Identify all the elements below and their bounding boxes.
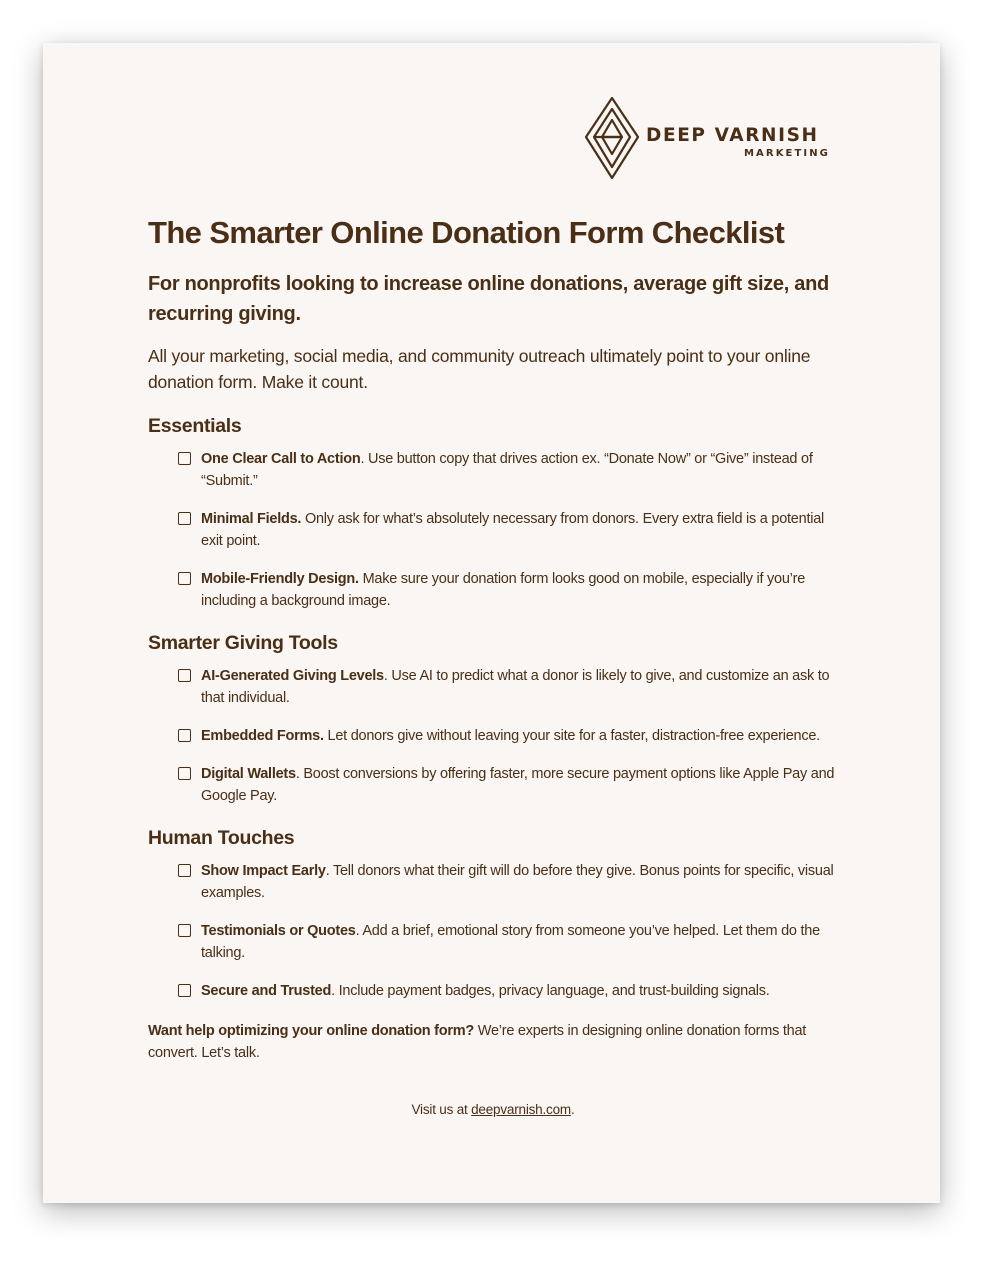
brand-name: DEEP VARNISH — [646, 125, 819, 146]
cta-text: We’re experts in designing online donation forms that convert. Let’s talk. — [148, 1023, 807, 1061]
checkbox[interactable] — [178, 452, 191, 465]
item-text: Let donors give without leaving your site for a faster, distraction-free experience. — [323, 728, 820, 744]
checklist-item — [178, 980, 838, 1002]
footer-prefix: Visit us at — [411, 1102, 472, 1117]
footer-suffix: . — [570, 1102, 575, 1117]
checklist-item — [178, 448, 838, 492]
item-title: Digital Wallets — [201, 766, 296, 782]
checkbox[interactable] — [178, 864, 191, 877]
brand-logo — [584, 96, 834, 180]
checkbox[interactable] — [178, 729, 191, 742]
item-text: . Add a brief, emotional story from someone you’ve helped. Let them do the talking. — [201, 923, 820, 961]
checklist-item — [178, 508, 838, 552]
intro-paragraph: All your marketing, social media, and community outreach ultimately point to your online donation form. Make it count. — [148, 346, 811, 392]
checklist-item — [178, 725, 838, 747]
footer-visit — [148, 1100, 838, 1120]
item-title: Embedded Forms. — [201, 728, 324, 744]
checklist-essentials — [148, 448, 838, 612]
section-heading-smarter-giving-tools: Smarter Giving Tools — [148, 632, 338, 654]
item-text: . Include payment badges, privacy language, and trust-building signals. — [331, 983, 770, 999]
checkbox[interactable] — [178, 984, 191, 997]
deep-varnish-logo-icon — [584, 96, 640, 180]
brand-tagline: MARKETING — [744, 148, 830, 159]
checkbox[interactable] — [178, 512, 191, 525]
item-text: . Use button copy that drives action ex. “Donate Now” or “Give” instead of “Submit.” — [201, 451, 813, 489]
item-title: Minimal Fields. — [201, 511, 302, 527]
checkbox[interactable] — [178, 767, 191, 780]
document-page — [43, 43, 940, 1203]
checklist-item — [178, 860, 838, 904]
document-title: The Smarter Online Donation Form Checklist — [148, 215, 785, 250]
cta-question: Want help optimizing your online donation form? — [148, 1023, 475, 1039]
document-content — [148, 213, 838, 1120]
item-text: . Tell donors what their gift will do before they give. Bonus points for specific, visual examples. — [201, 863, 834, 901]
item-title: Testimonials or Quotes — [201, 923, 356, 939]
checklist-human-touches — [148, 860, 838, 1002]
checklist-item — [178, 763, 838, 807]
section-heading-human-touches: Human Touches — [148, 827, 295, 849]
item-title: Show Impact Early — [201, 863, 326, 879]
item-text: Make sure your donation form looks good on mobile, especially if you’re including a background image. — [201, 571, 806, 609]
item-text: Only ask for what’s absolutely necessary from donors. Every extra field is a potential exit point. — [201, 511, 824, 549]
item-title: Mobile-Friendly Design. — [201, 571, 359, 587]
checklist-item — [178, 665, 838, 709]
item-title: Secure and Trusted — [201, 983, 332, 999]
call-to-action — [148, 1020, 838, 1064]
checkbox[interactable] — [178, 669, 191, 682]
item-title: One Clear Call to Action — [201, 451, 361, 467]
item-text: . Use AI to predict what a donor is likely to give, and customize an ask to that individual. — [201, 668, 830, 706]
section-heading-essentials: Essentials — [148, 415, 242, 437]
item-text: . Boost conversions by offering faster, more secure payment options like Apple Pay and Google Pay. — [201, 766, 835, 804]
checklist-item — [178, 920, 838, 964]
checklist-item — [178, 568, 838, 612]
item-title: AI-Generated Giving Levels — [201, 668, 384, 684]
checkbox[interactable] — [178, 924, 191, 937]
website-link[interactable]: deepvarnish.com — [471, 1102, 571, 1117]
checkbox[interactable] — [178, 572, 191, 585]
document-subtitle: For nonprofits looking to increase online donations, average gift size, and recurring giving. — [148, 273, 829, 325]
checklist-smarter-giving-tools — [148, 665, 838, 807]
